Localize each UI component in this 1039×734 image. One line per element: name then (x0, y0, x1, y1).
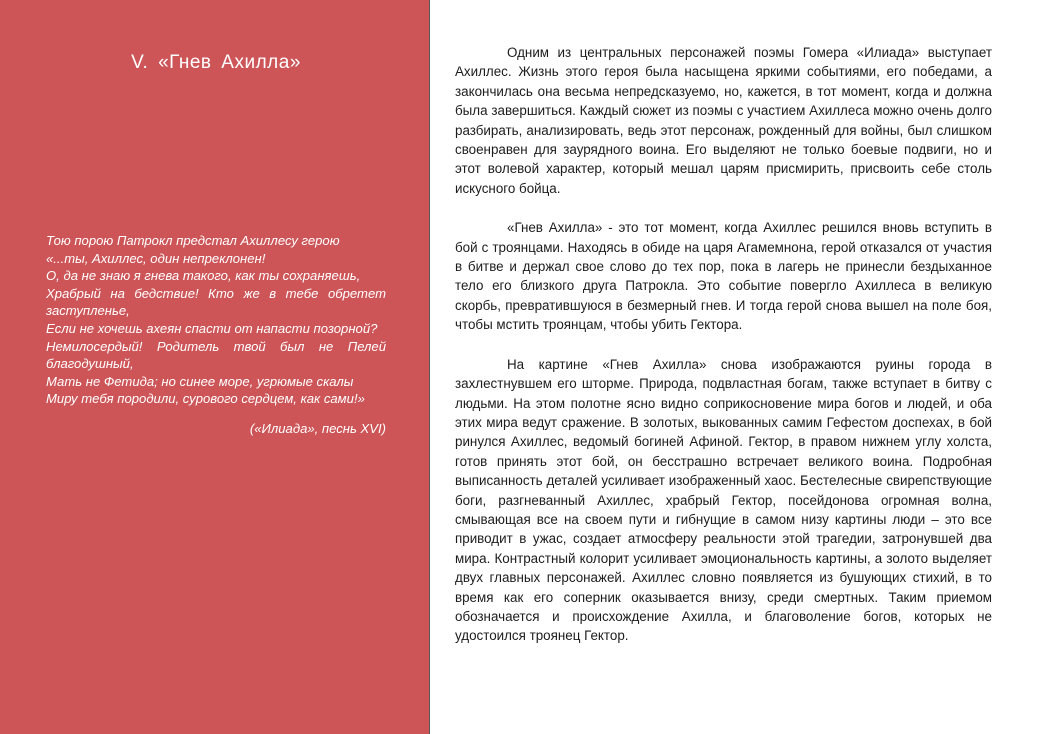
epigraph-line: Миру тебя породили, сурового сердцем, как сами!» (46, 391, 365, 407)
page-divider (429, 0, 430, 734)
left-panel (0, 0, 429, 734)
epigraph-line: Мать не Фетида; но синее море, угрюмые скалы (46, 373, 354, 389)
epigraph-line: Храбрый на бедствие! Кто же в тебе обретет заступленье, (46, 285, 386, 319)
epigraph-quote (46, 232, 386, 438)
body-paragraph: Одним из центральных персонажей поэмы Гомера «Илиада» выступает Ахиллес. Жизнь этого героя была насыщена яркими событиями, его победами, а закончилась она весьма непредсказуемо, но, кажется, в тот момент, когда и должна была завершиться. Каждый сюжет из поэмы с участием Ахиллеса можно очень долго разбирать, анализировать, ведь этот персонаж, рожденный для войны, был слишком своенравен для заурядного воина. Его выделяют не только боевые подвиги, но и этот волевой характер, который мешал царям присмирить, присвоить себе столь искусного бойца. (455, 45, 992, 196)
epigraph-line: О, да не знаю я гнева такого, как ты сохраняешь, (46, 268, 361, 284)
epigraph-source: («Илиада», песнь XVI) (249, 420, 386, 436)
epigraph-line: Тою порою Патрокл предстал Ахиллесу герою (46, 233, 340, 248)
body-paragraph: «Гнев Ахилла» - это тот момент, когда Ахиллес решился вновь вступить в бой с троянцами. Находясь в обиде на царя Агамемнона, герой отказался от участия в битве и держал свое слово до тех пор, пока в лагерь не принесли бездыханное тело его близкого друга Патрокла. Это событие повергло Ахиллеса в великую скорбь, превратившуюся в безмерный гнев. И тогда герой снова вышел на поле боя, чтобы мстить троянцам, чтобы убить Гектора. (455, 220, 992, 333)
body-paragraph: На картине «Гнев Ахилла» снова изображаются руины города в захлестнувшем его шторме. Природа, подвластная богам, также вступает в битву с людьми. На этом полотне ясно видно соприкосновение мира богов и людей, и оба этих мира ведут сражение. В золотых, выкованных самим Гефестом доспехах, в бой ринулся Ахиллес, ведомый богиней Афиной. Гектор, в правом нижнем углу холста, готов принять этот бой, он бесстрашно встречает великого воина. Подробная выписанность деталей усиливает изображенный хаос. Бестелесные свирепствующие боги, разгневанный Ахиллес, храбрый Гектор, посейдонова огромная волна, смывающая все на своем пути и гибнущие в самом низу картины люди – это все приводит в ужас, создает атмосферу реальности этой трагедии, затронувшей два мира. Контрастный колорит усиливает эмоциональность картины, а золото выделяет двух главных персонажей. Ахиллес словно появляется из бушующих стихий, в то время как его соперник оказывается внизу, среди смертных. Таким приемом обозначается и происхождение Ахилла, и благоволение богов, которых не удостоился троянец Гектор. (455, 356, 992, 644)
body-text (455, 43, 992, 666)
epigraph-line: Если не хочешь ахеян спасти от напасти позорной? (46, 320, 378, 336)
chapter-title: V. «Гнев Ахилла» (131, 52, 301, 73)
epigraph-line: «...ты, Ахиллес, один непреклонен! (46, 250, 266, 266)
epigraph-line: Немилосердый! Родитель твой был не Пелей благодушный, (46, 338, 386, 372)
